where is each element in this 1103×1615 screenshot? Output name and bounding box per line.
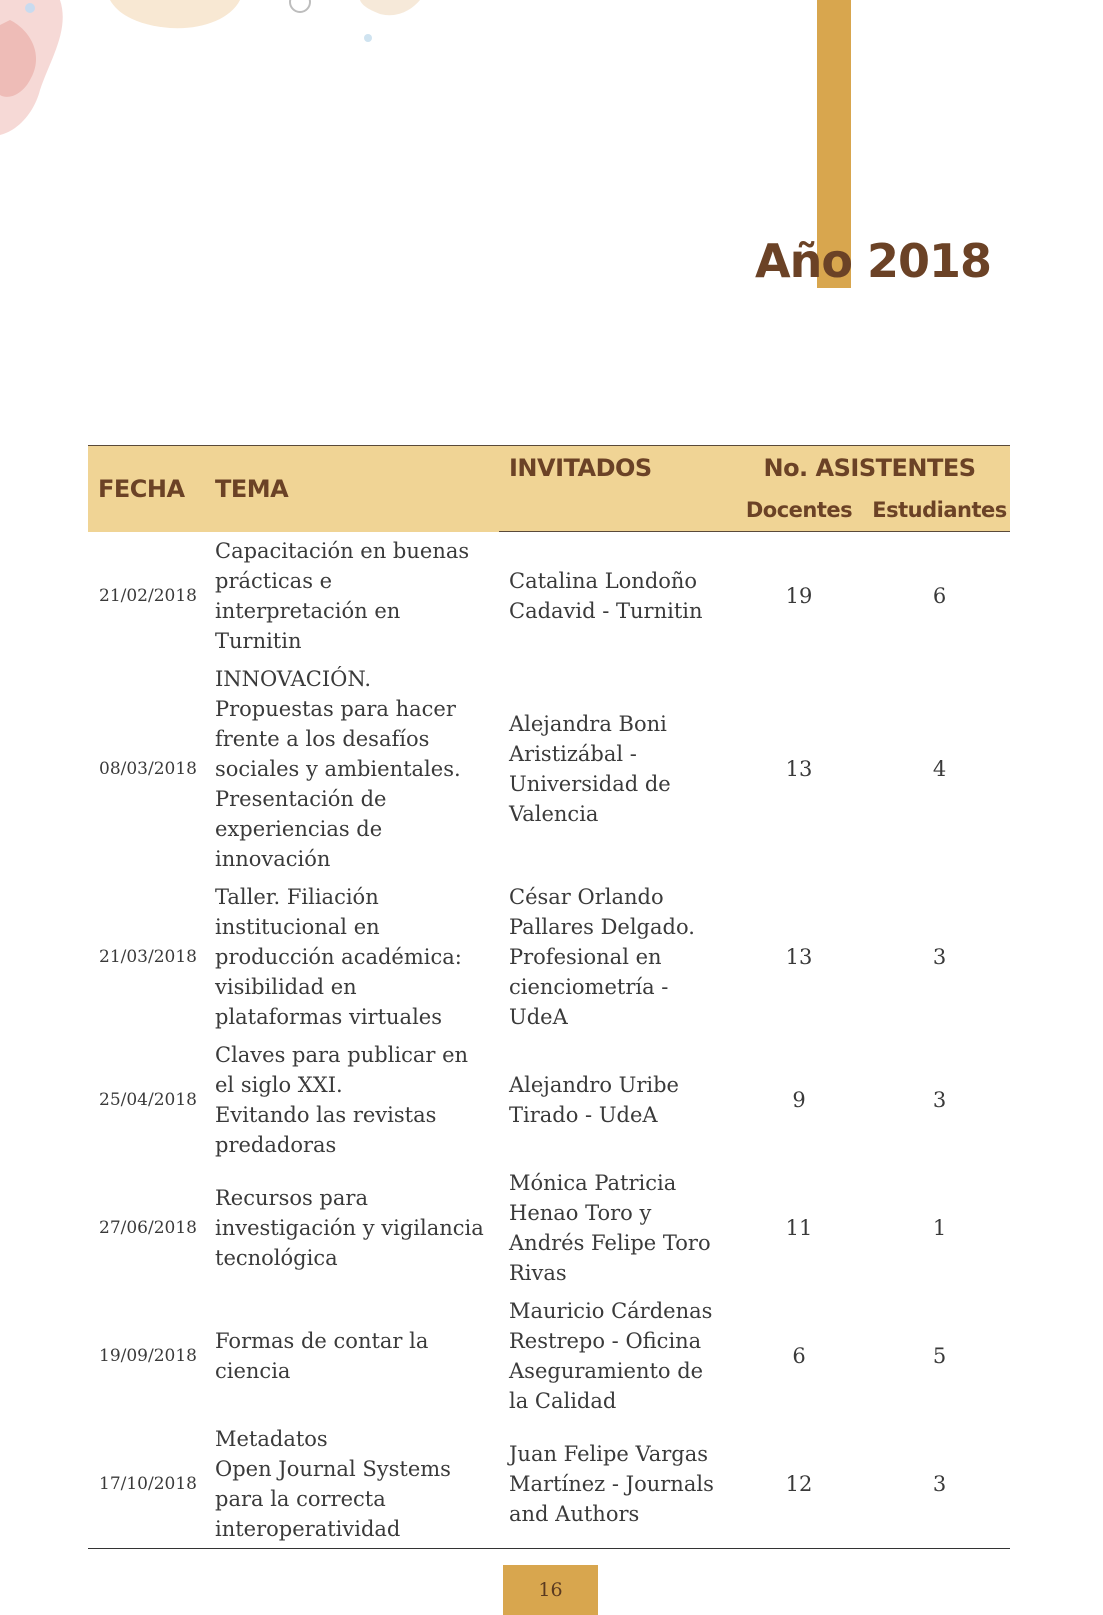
table-row <box>88 1164 1010 1292</box>
cell-tema: INNOVACIÓN. Propuestas para hacer frente a los desafíos sociales y ambientales. Presentación de experiencias de innovación <box>215 666 461 871</box>
cell-tema: Capacitación en buenas prácticas e interpretación en Turnitin <box>215 538 470 653</box>
cell-tema: Formas de contar la ciencia <box>215 1328 429 1383</box>
cell-invitados: Mónica Patricia Henao Toro y Andrés Felipe Toro Rivas <box>509 1170 711 1285</box>
cell-estudiantes: 6 <box>932 583 947 608</box>
cell-docentes: 13 <box>785 756 813 781</box>
table-row <box>88 660 1010 878</box>
cell-docentes: 11 <box>785 1215 813 1240</box>
cell-fecha: 17/10/2018 <box>88 1420 215 1549</box>
page-title-text: Año 2018 <box>755 234 991 288</box>
cell-fecha: 21/02/2018 <box>99 585 197 606</box>
table-row <box>88 1420 1010 1549</box>
header-invitados: INVITADOS <box>499 446 729 490</box>
cell-tema: Recursos para investigación y vigilancia tecnológica <box>215 1185 484 1270</box>
cell-estudiantes: 5 <box>932 1343 947 1368</box>
sessions-table <box>88 445 1010 1549</box>
cell-fecha: 25/04/2018 <box>99 1089 197 1110</box>
cell-estudiantes: 1 <box>932 1215 947 1240</box>
header-fecha: FECHA <box>88 446 215 532</box>
decorative-watercolor-corner <box>0 0 440 140</box>
header-tema: TEMA <box>215 446 499 532</box>
cell-fecha: 27/06/2018 <box>99 1217 197 1238</box>
cell-tema: Claves para publicar en el siglo XXI. Evitando las revistas predadoras <box>215 1042 469 1157</box>
header-invitados-spacer <box>499 490 729 532</box>
header-docentes: Docentes <box>729 490 869 532</box>
cell-fecha: 19/09/2018 <box>99 1345 197 1366</box>
cell-invitados: Alejandra Boni Aristizábal - Universidad de Valencia <box>509 711 671 826</box>
cell-fecha: 08/03/2018 <box>99 758 197 779</box>
cell-estudiantes: 4 <box>932 756 947 781</box>
cell-estudiantes: 3 <box>869 1420 1010 1549</box>
page-number: 16 <box>503 1565 598 1615</box>
table-row <box>88 878 1010 1036</box>
cell-tema: Metadatos Open Journal Systems para la correcta interoperatividad <box>215 1420 499 1549</box>
cell-estudiantes: 3 <box>932 1087 947 1112</box>
table-row <box>88 1292 1010 1420</box>
table-row <box>88 1036 1010 1164</box>
cell-docentes: 9 <box>792 1087 806 1112</box>
cell-invitados: Catalina Londoño Cadavid - Turnitin <box>509 568 703 623</box>
cell-invitados: Juan Felipe Vargas Martínez - Journals and Authors <box>499 1420 729 1549</box>
cell-docentes: 6 <box>792 1343 806 1368</box>
header-estudiantes: Estudiantes <box>869 490 1010 532</box>
cell-fecha: 21/03/2018 <box>99 946 197 967</box>
cell-invitados: Mauricio Cárdenas Restrepo - Oficina Aseguramiento de la Calidad <box>509 1298 713 1413</box>
page-title <box>755 234 991 288</box>
cell-estudiantes: 3 <box>932 944 947 969</box>
header-asistentes: No. ASISTENTES <box>729 446 1010 490</box>
table-row <box>88 532 1010 660</box>
cell-docentes: 13 <box>785 944 813 969</box>
cell-invitados: Alejandro Uribe Tirado - UdeA <box>509 1072 679 1127</box>
cell-invitados: César Orlando Pallares Delgado. Profesional en cienciometría - UdeA <box>509 884 695 1029</box>
cell-docentes: 19 <box>785 583 813 608</box>
cell-tema: Taller. Filiación institucional en producción académica: visibilidad en plataformas virtuales <box>215 884 462 1029</box>
cell-docentes: 12 <box>729 1420 869 1549</box>
